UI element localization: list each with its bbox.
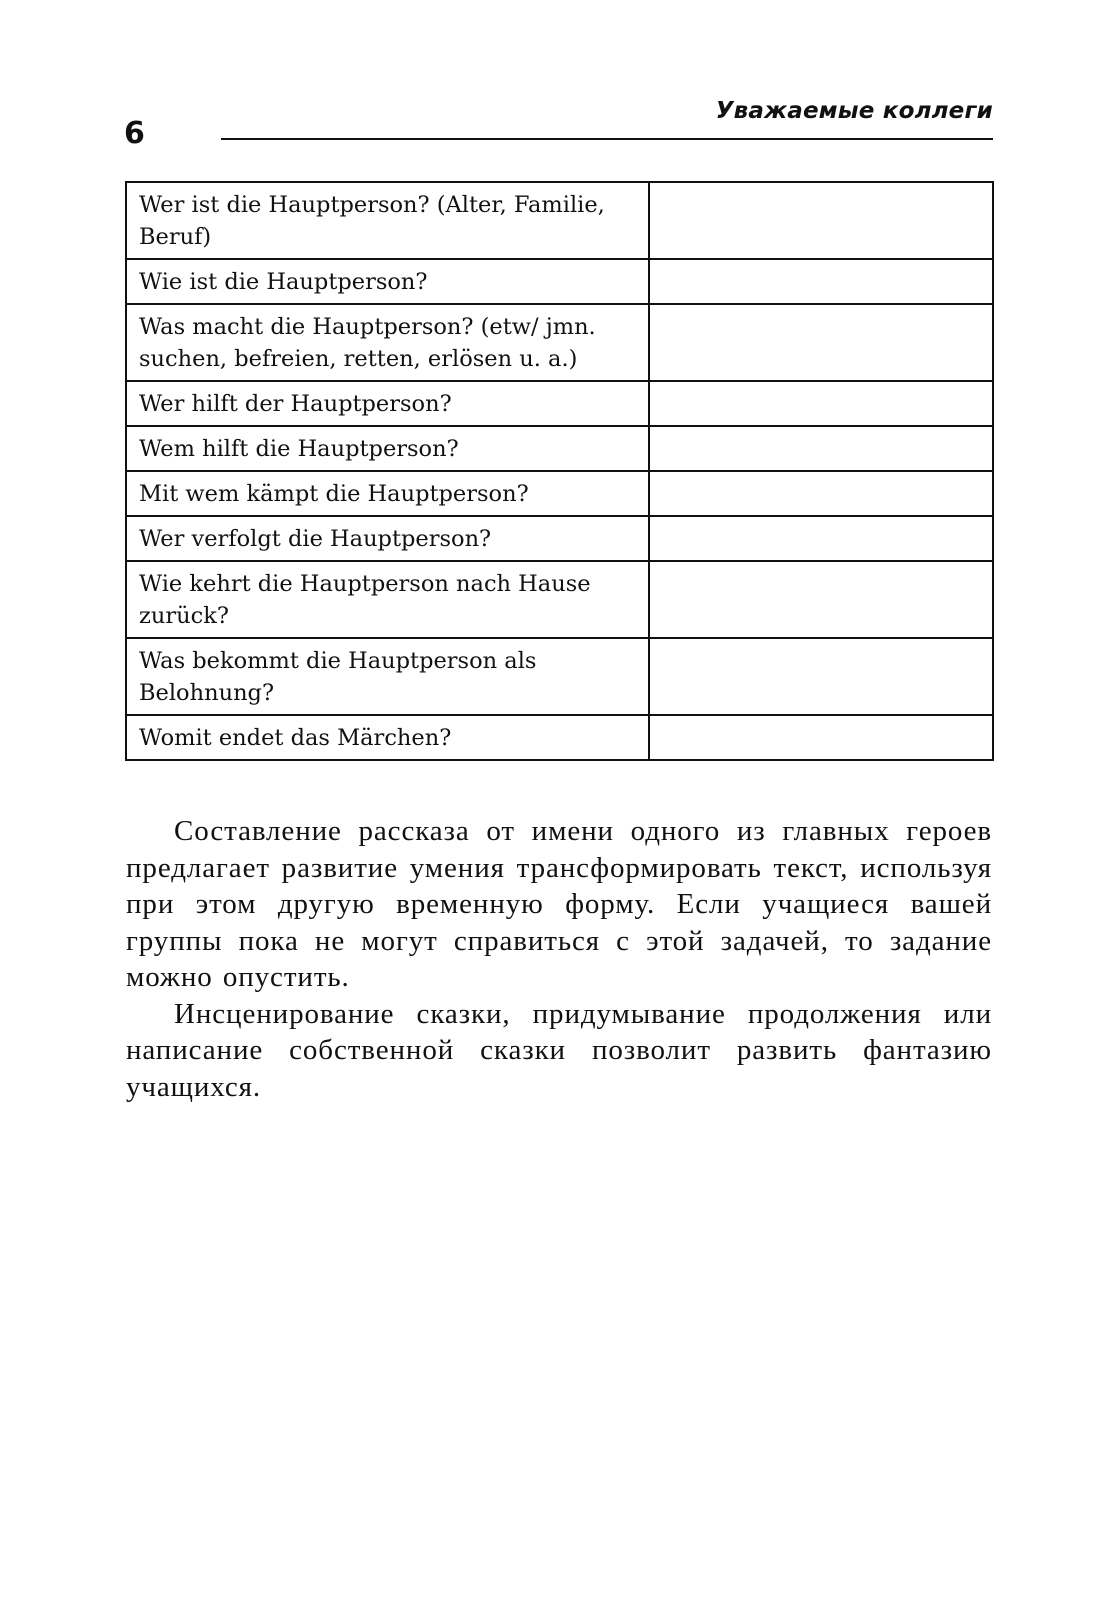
table-row [126,182,993,259]
question-cell: Womit endet das Märchen? [126,715,649,760]
question-cell: Wie kehrt die Hauptperson nach Hause zurück? [126,561,649,638]
table-row [126,561,993,638]
answer-cell [649,182,993,259]
answer-cell [649,516,993,561]
answer-cell [649,259,993,304]
table-row [126,715,993,760]
answer-cell [649,304,993,381]
questions-table [125,181,994,761]
paragraph: Инсценирование сказки, придумывание продолжения или написание собственной сказки позволит развить фантазию учащихся. [126,997,992,1103]
table-row [126,516,993,561]
question-cell: Wie ist die Hauptperson? [126,259,649,304]
table-row [126,304,993,381]
question-cell: Was bekommt die Hauptperson als Belohnung? [126,638,649,715]
question-cell: Wer hilft der Hauptperson? [126,381,649,426]
question-cell: Mit wem kämpt die Hauptperson? [126,471,649,516]
body-text [126,813,992,1105]
page-number: 6 [124,116,145,151]
paragraph: Составление рассказа от имени одного из главных героев предлагает развитие умения трансформировать текст, используя при этом другую временную форму. Если учащиеся вашей группы пока не могут справиться с этой задачей, то задание можно опустить. [126,815,992,993]
running-head: Уважаемые коллеги [715,98,993,124]
table-row [126,381,993,426]
question-cell: Wer verfolgt die Hauptperson? [126,516,649,561]
answer-cell [649,426,993,471]
answer-cell [649,561,993,638]
answer-cell [649,381,993,426]
header-rule [221,138,993,140]
answer-cell [649,471,993,516]
answer-cell [649,715,993,760]
question-cell: Was macht die Hauptperson? (etw/ jmn. suchen, befreien, retten, erlösen u. a.) [126,304,649,381]
question-cell: Wer ist die Hauptperson? (Alter, Familie, Beruf) [126,182,649,259]
table-row [126,471,993,516]
table-row [126,638,993,715]
table-row [126,259,993,304]
question-cell: Wem hilft die Hauptperson? [126,426,649,471]
answer-cell [649,638,993,715]
table-row [126,426,993,471]
